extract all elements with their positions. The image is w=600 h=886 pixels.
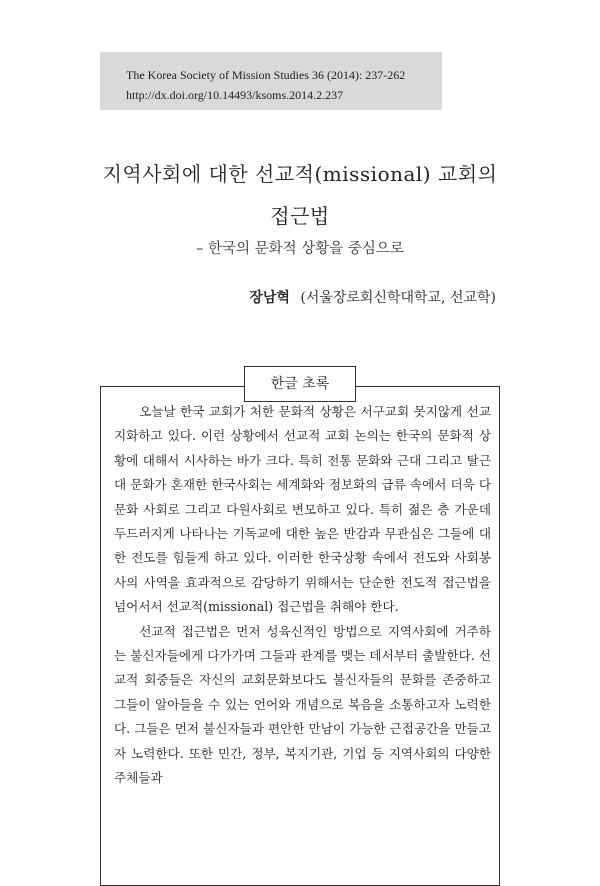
abstract-paragraph-2: 선교적 접근법은 먼저 성육신적인 방법으로 지역사회에 거주하는 불신자들에게 다가가며 그들과 관계를 맺는 데서부터 출발한다. 선교적 회중들은 자신의 교회문화보다도 불신자들의 문화를 존중하고 그들이 알아들을 수 있는 언어와 개념으로 복음을 소통하고자 노력한다. 그들은 먼저 불신자들과 편안한 만남이 가능한 근접공간을 만들고자 노력한다. 또한 민간, 정부, 복지기관, 기업 등 지역사회의 다양한 주체들과	[114, 623, 491, 786]
paper-title-line1: 지역사회에 대한 선교적(missional) 교회의	[102, 162, 498, 186]
paper-subtitle: – 한국의 문화적 상황을 중심으로	[196, 241, 404, 257]
author-name: 장남혁	[249, 290, 290, 306]
author-affiliation: (서울장로회신학대학교, 선교학)	[300, 290, 496, 306]
abstract-body	[114, 400, 491, 791]
doi-link[interactable]: http://dx.doi.org/10.14493/ksoms.2014.2.237	[126, 88, 344, 102]
journal-citation: The Korea Society of Mission Studies 36 (2014): 237-262	[126, 68, 406, 82]
citation-header	[100, 52, 442, 110]
abstract-label: 한글 초록	[244, 366, 356, 402]
paper-title-line2: 접근법	[270, 204, 330, 228]
abstract-paragraph-1: 오늘날 한국 교회가 처한 문화적 상황은 서구교회 못지않게 선교지화하고 있다. 이런 상황에서 선교적 교회 논의는 한국의 문화적 상황에 대해서 시사하는 바가 크다. 특히 전통 문화와 근대 그리고 탈근대 문화가 혼재한 한국사회는 세계화와 정보화의 급류 속에서 더욱 다문화 사회로 그리고 다원사회로 변모하고 있다. 특히 젊은 층 가운데 두드러지게 나타나는 기독교에 대한 높은 반감과 무관심은 그들에 대한 전도를 힘들게 하고 있다. 이러한 한국상황 속에서 전도와 사회봉사의 사역을 효과적으로 감당하기 위해서는 단순한 전도적 접근법을 넘어서서 선교적(missional) 접근법을 취해야 한다.	[114, 404, 491, 615]
author-line	[249, 287, 496, 307]
